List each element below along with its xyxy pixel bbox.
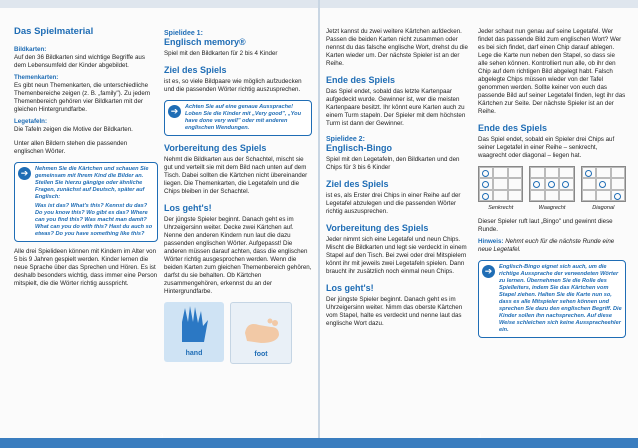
- themen-text: Es gibt neun Themenkarten, die unterschiedliche Themenbereiche zeigen (z. B. „family"). Zu jedem Themenbereich gehören vier Bildkarten mit der gleichen Hintergrundfarbe.: [14, 82, 150, 113]
- tip-text: Achten Sie auf eine genaue Aussprache! Loben Sie die Kinder mit „Very good", „You have done very well" oder mit anderen englischen Wendungen.: [185, 104, 301, 131]
- grid-vertical: [478, 166, 523, 202]
- arrow-right-icon: ➔: [168, 105, 181, 118]
- example-cards: [164, 302, 312, 364]
- end-text: Das Spiel endet, sobald das letzte Kartenpaar aufgedeckt wurde. Gewinner ist, wer die meisten Kartenpaare besitzt. Ihr könnt eure Karten auch zu einem Turm stapeln. Der Spieler mit dem höchsten Turm ist dann der Gewinner.: [326, 88, 466, 127]
- start-heading: Los geht's!: [326, 283, 374, 293]
- hint-body: Nehmt euch für die nächste Runde eine neue Legetafel.: [478, 238, 615, 253]
- unter-text: Unter allen Bildern stehen die passenden englischen Wörter.: [14, 140, 128, 155]
- bildkarten-label: Bildkarten:: [14, 46, 47, 53]
- foot-icon: [231, 303, 291, 347]
- grid-label: Senkrecht: [488, 205, 514, 211]
- goal-text: ist es, als Erster drei Chips in einer Reihe auf der Legetafel abzulegen und die passenden Wörter richtig auszusprechen.: [326, 192, 461, 215]
- age-text: Alle drei Spielideen können mit Kindern im Alter von 5 bis 9 Jahren gespielt werden. Kinder lernen die neue Sprache über das Sprechen und Hören. Es ist deshalb besonders wichtig, dass immer eine Person mitspielt, die die Wörter richtig ausspricht.: [14, 248, 158, 287]
- tip-box-pronunciation: [164, 100, 312, 136]
- goal-heading: Ziel des Spiels: [164, 65, 227, 75]
- arrow-right-icon: ➔: [18, 167, 31, 180]
- grid-labels: [478, 204, 626, 212]
- end-heading: Ende des Spiels: [326, 75, 396, 85]
- end-heading: Ende des Spiels: [478, 123, 548, 133]
- page-number-right: 4: [478, 434, 482, 440]
- start-heading: Los geht's!: [164, 203, 212, 213]
- hand-icon: [164, 302, 224, 346]
- bingo-rules-text: Jeder schaut nun genau auf seine Legetafel. Wer findet das passende Bild zum englischen Wort? Wer es bei sich findet, darf einen Chip darauf ablegen. Lege die Karte nun neben den Stapel, so dass sie alle sehen können. Kontrolliert nun alle, ob ihr den Chip auf dem richtigen Bild abgelegt habt. Falsch abgelegte Chips müssen wieder von der Tafel genommen werden. Sollte keiner von euch das passende Bild auf seiner Legetafel finden, legt ihr das Kärtchen zur Seite. Der nächste Spieler ist an der Reihe.: [478, 28, 626, 115]
- hint-text: [478, 238, 626, 254]
- spine: [318, 0, 320, 448]
- foot-card-image: [230, 302, 292, 364]
- spielidee-label: Spielidee 1:: [164, 30, 203, 37]
- goal-heading: Ziel des Spiels: [326, 179, 389, 189]
- tip-box-bingo: [478, 260, 626, 338]
- grid-horizontal: [529, 166, 574, 202]
- arrow-right-icon: ➔: [482, 265, 495, 278]
- end-text: Das Spiel endet, sobald ein Spieler drei Chips auf seiner Legetafel in einer Reihe – senkrecht, waagrecht oder diagonal – liegen hat.: [478, 136, 615, 159]
- players-text: Spiel mit den Bildkarten für 2 bis 4 Kinder: [164, 50, 278, 57]
- legetafeln-label: Legetafeln:: [14, 118, 48, 125]
- idea-title: Englisch memory®: [164, 37, 246, 47]
- grid-diagonal: [581, 166, 626, 202]
- start-text: Der jüngste Spieler beginnt. Danach geht es im Uhrzeigersinn weiter. Decke zwei Kärtchen auf. Nenne den anderen Kindern nun laut die dazu passenden englischen Wörter. Aufgepasst! Die anderen müssen darauf achten, dass die englischen Wörter richtig ausgesprochen werden. Wenn die beiden Karten zum gleichen Themenbereich gehören, darfst du sie behalten. Ob Kärtchen zusammengehören, erkennst du an der Hintergrundfarbe.: [164, 216, 312, 295]
- goal-text: ist es, so viele Bildpaare wie möglich aufzudecken und die passenden Wörter richtig auszusprechen.: [164, 78, 302, 93]
- prep-text: Jeder nimmt sich eine Legetafel und neun Chips. Mischt die Bildkarten und legt sie verdeckt in einem Stapel auf den Tisch. Bei zwei oder drei Mitspielern könnt ihr mit jeweils zwei Legetafeln spielen. Dann braucht ihr zusätzlich noch einmal neun Chips.: [326, 236, 467, 275]
- hint-label: Hinweis:: [478, 238, 504, 245]
- idea-title: Englisch-Bingo: [326, 143, 392, 153]
- tip-text: Englisch-Bingo eignet sich auch, um die richtige Aussprache der verwendeten Wörter zu lernen. Übernehmen Sie die Rolle des Spielleiters, indem Sie das Kärtchen vom Stapel ziehen. Halten Sie die Karte nun so, dass es alle Mitspieler sehen können und sprechen Sie dazu den englischen Begriff. Die Kinder sollen ihn nachsprechen. Auf diese Weise schleichen sich keine Ausspracheehler ein.: [499, 264, 622, 333]
- page-title: Das Spielmaterial: [14, 26, 94, 37]
- continue-text: Jetzt kannst du zwei weitere Kärtchen aufdecken. Passen die beiden Karten nicht zusammen oder nennst du das falsche englische Wort, drehst du die Karten wieder um. Der nächste Spieler ist an der Reihe.: [326, 28, 468, 67]
- column-3: [326, 28, 474, 332]
- legetafeln-text: Die Tafeln zeigen die Motive der Bildkarten.: [14, 126, 133, 133]
- prep-heading: Vorbereitung des Spiels: [326, 223, 429, 233]
- themen-label: Themenkarten:: [14, 74, 59, 81]
- bingo-call-text: Dieser Spieler ruft laut „Bingo" und gewinnt diese Runde.: [478, 218, 613, 233]
- bingo-grids: [478, 166, 626, 202]
- column-4: [478, 28, 626, 344]
- column-1: [14, 28, 158, 292]
- prep-text: Nehmt die Bildkarten aus der Schachtel, mischt sie gut und verteilt sie mit dem Bild nach unten auf dem Tisch. Dabei sollten die Kärtchen nicht übereinander liegen. Die Themenkarten, die Legetafeln und die Chips bleiben in der Schachtel.: [164, 156, 308, 195]
- foot-label: foot: [254, 351, 268, 358]
- bildkarten-text: Auf den 36 Bildkarten sind wichtige Begriffe aus dem Lebensumfeld der Kinder abgebildet.: [14, 54, 145, 69]
- spielidee-label: Spielidee 2:: [326, 136, 365, 143]
- start-text: Der jüngste Spieler beginnt. Danach geht es im Uhrzeigersinn weiter. Nimm das oberste Kärtchen vom Stapel, halte es verdeckt und nenne laut das englische Wort dazu.: [326, 296, 463, 327]
- hand-card-image: [164, 302, 224, 362]
- grid-label: Waagrecht: [538, 205, 566, 211]
- tip-text: Nehmen Sie die Kärtchen und schauen Sie gemeinsam mit Ihrem Kind die Bilder an. Stellen Sie hierzu gängige oder ähnliche Fragen, zunächst auf Deutsch, später auf Englisch:: [35, 166, 149, 200]
- bottom-stripe: [0, 438, 638, 448]
- page-number-left: 3: [160, 434, 164, 440]
- grid-label: Diagonal: [592, 205, 615, 211]
- column-2: [164, 28, 312, 364]
- players-text: Spiel mit den Legetafeln, den Bildkarten und den Chips für 3 bis 6 Kinder: [326, 156, 460, 171]
- prep-heading: Vorbereitung des Spiels: [164, 143, 267, 153]
- hand-label: hand: [185, 350, 203, 357]
- tip-questions: Was ist das? What's this? Kennst du das? Do you know this? Wo gibt es das? Where can you find this? Was macht man damit? What can you do with this? Hast du auch so etwas? Do you have something like this?: [35, 203, 153, 237]
- tip-box-questions: [14, 162, 158, 242]
